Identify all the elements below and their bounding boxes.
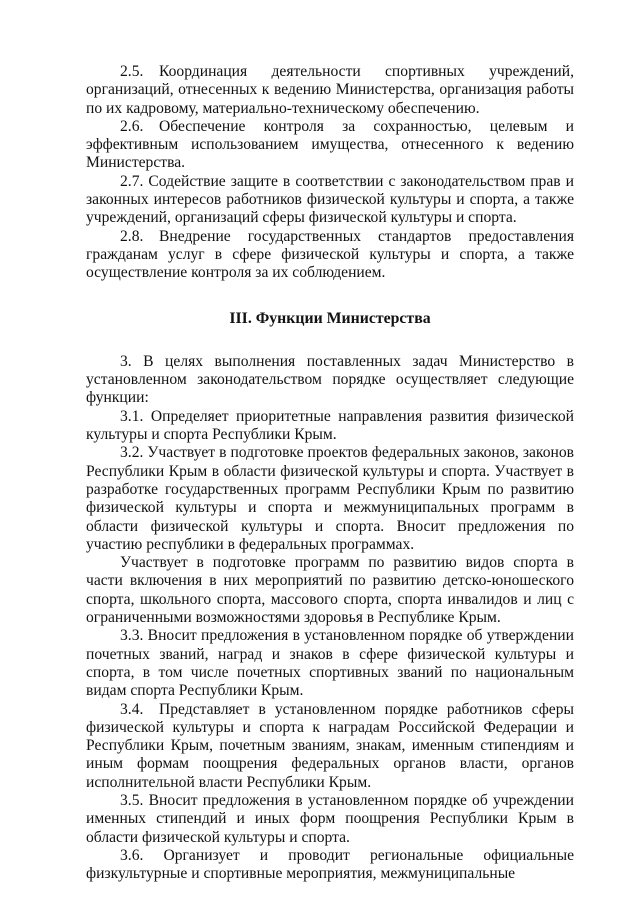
paragraph-3-5: 3.5. Вносит предложения в установленном порядке об учреждении именных стипендий и иных форм поощрения Республики Крым в области физической культуры и спорта.	[86, 791, 574, 846]
paragraph-2-6: 2.6. Обеспечение контроля за сохранностью, целевым и эффективным использованием имущества, отнесенного к ведению Министерства.	[86, 117, 574, 172]
paragraph-3-1: 3.1. Определяет приоритетные направления развития физической культуры и спорта Республики Крым.	[86, 407, 574, 444]
paragraph-2-5: 2.5. Координация деятельности спортивных учреждений, организаций, отнесенных к ведению Министерства, организация работы по их кадровому, материально-техническому обеспечению.	[86, 63, 574, 117]
paragraph-3-6: 3.6. Организует и проводит региональные официальные физкультурные и спортивные мероприятия, межмуниципальные	[86, 846, 574, 883]
paragraph-3-2: 3.2. Участвует в подготовке проектов федеральных законов, законов Республики Крым в области физической культуры и спорта. Участвует в разработке государственных программ Республики Крым по развитию физической культуры и спорта и межмуниципальных программ в области физической культуры и спорта. Вносит предложения по участию республики в федеральных программах.	[86, 444, 574, 553]
paragraph-3-4: 3.4. Представляет в установленном порядке работников сферы физической культуры и спорта к наградам Российской Федерации и Республики Крым, почетным званиям, знакам, именным стипендиям и иным формам поощрения федеральных органов власти, органов исполнительной власти Республики Крым.	[86, 700, 574, 791]
paragraph-2-8: 2.8. Внедрение государственных стандартов предоставления гражданам услуг в сфере физической культуры и спорта, а также осуществление контроля за их соблюдением.	[86, 227, 574, 282]
section-heading: III. Функции Министерства	[229, 309, 431, 327]
paragraph-3-2-continued: Участвует в подготовке программ по развитию видов спорта в части включения в них мероприятий по развитию детско-юношеского спорта, школьного спорта, массового спорта, спорта инвалидов и лиц с ограниченными возможностями здоровья в Республике Крым.	[86, 554, 574, 627]
paragraph-3: 3. В целях выполнения поставленных задач Министерство в установленном законодательством порядке осуществляет следующие функции:	[86, 352, 574, 407]
paragraph-3-3: 3.3. Вносит предложения в установленном порядке об утверждении почетных званий, наград и знаков в сфере физической культуры и спорта, в том числе почетных спортивных званий по национальным видам спорта Республики Крым.	[86, 627, 574, 700]
paragraph-2-7: 2.7. Содействие защите в соответствии с законодательством прав и законных интересов работников физической культуры и спорта, а также учреждений, организаций сферы физической культуры и спорта.	[86, 172, 574, 227]
document-body	[86, 63, 574, 883]
